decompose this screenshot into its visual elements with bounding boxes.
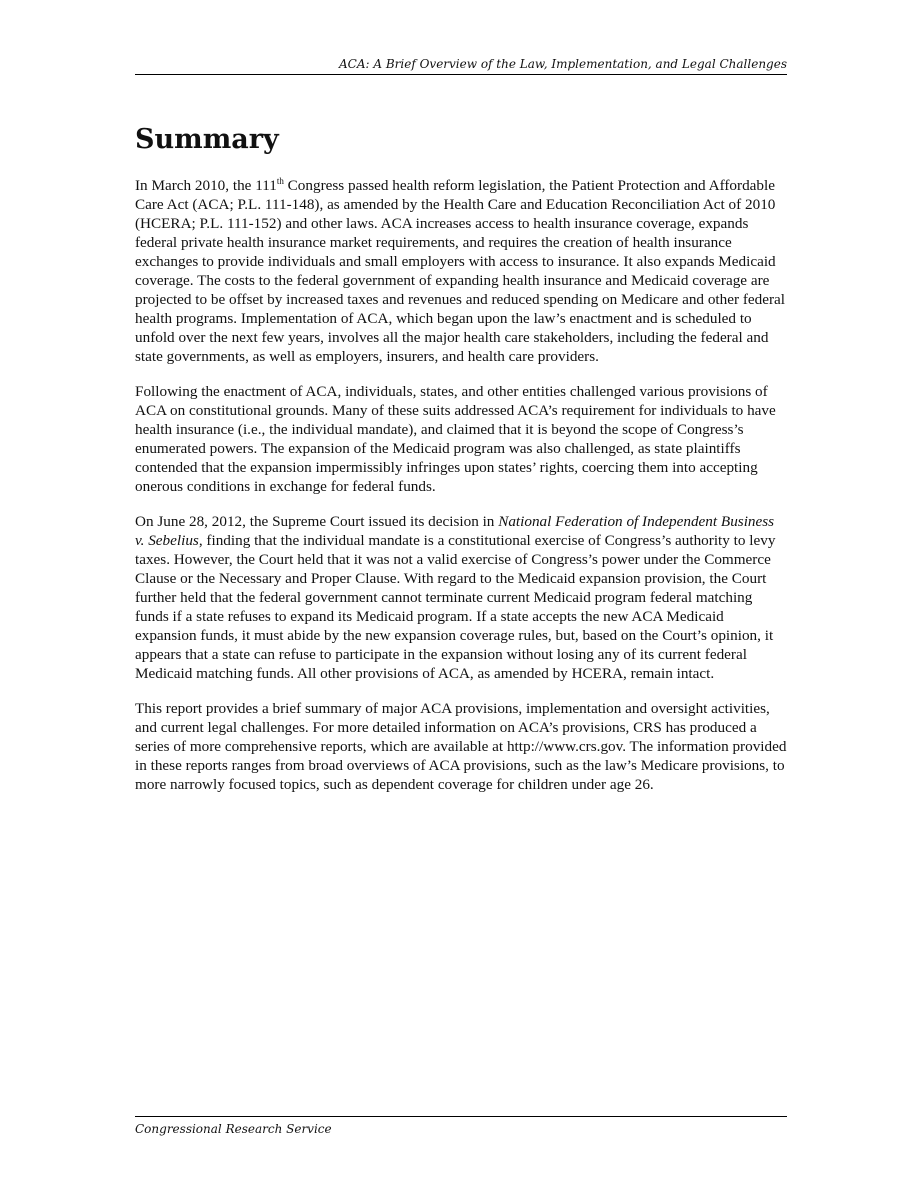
running-header-title: ACA: A Brief Overview of the Law, Implementation, and Legal Challenges [338,57,787,71]
running-header [135,56,787,75]
summary-body [135,176,787,810]
page-title: Summary [135,124,279,155]
p1-text-b: Congress passed health reform legislation, the Patient Protection and Affordable Care Act (ACA; P.L. 111-148), as amended by the Health Care and Education Reconciliation Act of 2010 (HCERA; P.L. 111-152) and other laws. ACA increases access to health insurance coverage, expands federal private health insurance market requirements, and requires the creation of health insurance exchanges to provide individuals and small employers with access to insurance. It also expands Medicaid coverage. The costs to the federal government of expanding health insurance and Medicaid coverage are projected to be offset by increased taxes and revenues and reduced spending on Medicare and other federal health programs. Implementation of ACA, which began upon the law’s enactment and is scheduled to unfold over the next few years, involves all the major health care stakeholders, including the federal and state governments, as well as employers, insurers, and health care providers. [135,177,785,365]
p1-text-a: In March 2010, the 111 [135,177,277,194]
page-footer [135,1116,787,1137]
summary-paragraph-1 [135,176,787,366]
ordinal-suffix: th [276,176,284,186]
footer-publisher: Congressional Research Service [135,1122,332,1136]
summary-paragraph-2: Following the enactment of ACA, individuals, states, and other entities challenged various provisions of ACA on constitutional grounds. Many of these suits addressed ACA’s requirement for individuals to have health insurance (i.e., the individual mandate), and claimed that it is beyond the scope of Congress’s enumerated powers. The expansion of the Medicaid program was also challenged, as state plaintiffs contended that the expansion impermissibly infringes upon states’ rights, coercing them into accepting onerous conditions in exchange for federal funds. [135,383,776,495]
case-name: National Federation of Independent Business v. Sebelius [135,513,775,549]
summary-paragraph-3 [135,512,787,683]
summary-paragraph-4: This report provides a brief summary of major ACA provisions, implementation and oversight activities, and current legal challenges. For more detailed information on ACA’s provisions, CRS has produced a series of more comprehensive reports, which are available at http://www.crs.gov. The information provided in these reports ranges from broad overviews of ACA provisions, such as the law’s Medicare provisions, to more narrowly focused topics, such as dependent coverage for children under age 26. [135,700,787,793]
p3-text-b: , finding that the individual mandate is a constitutional exercise of Congress’s authority to levy taxes. However, the Court held that it was not a valid exercise of Congress’s power under the Commerce Clause or the Necessary and Proper Clause. With regard to the Medicaid expansion provision, the Court further held that the federal government cannot terminate current Medicaid program federal matching funds if a state refuses to expand its Medicaid program. If a state accepts the new ACA Medicaid expansion funds, it must abide by the new expansion coverage rules, but, based on the Court’s opinion, it appears that a state can refuse to participate in the expansion without losing any of its current federal Medicaid matching funds. All other provisions of ACA, as amended by HCERA, remain intact. [135,532,776,682]
p3-text-a: On June 28, 2012, the Supreme Court issued its decision in [135,513,499,530]
